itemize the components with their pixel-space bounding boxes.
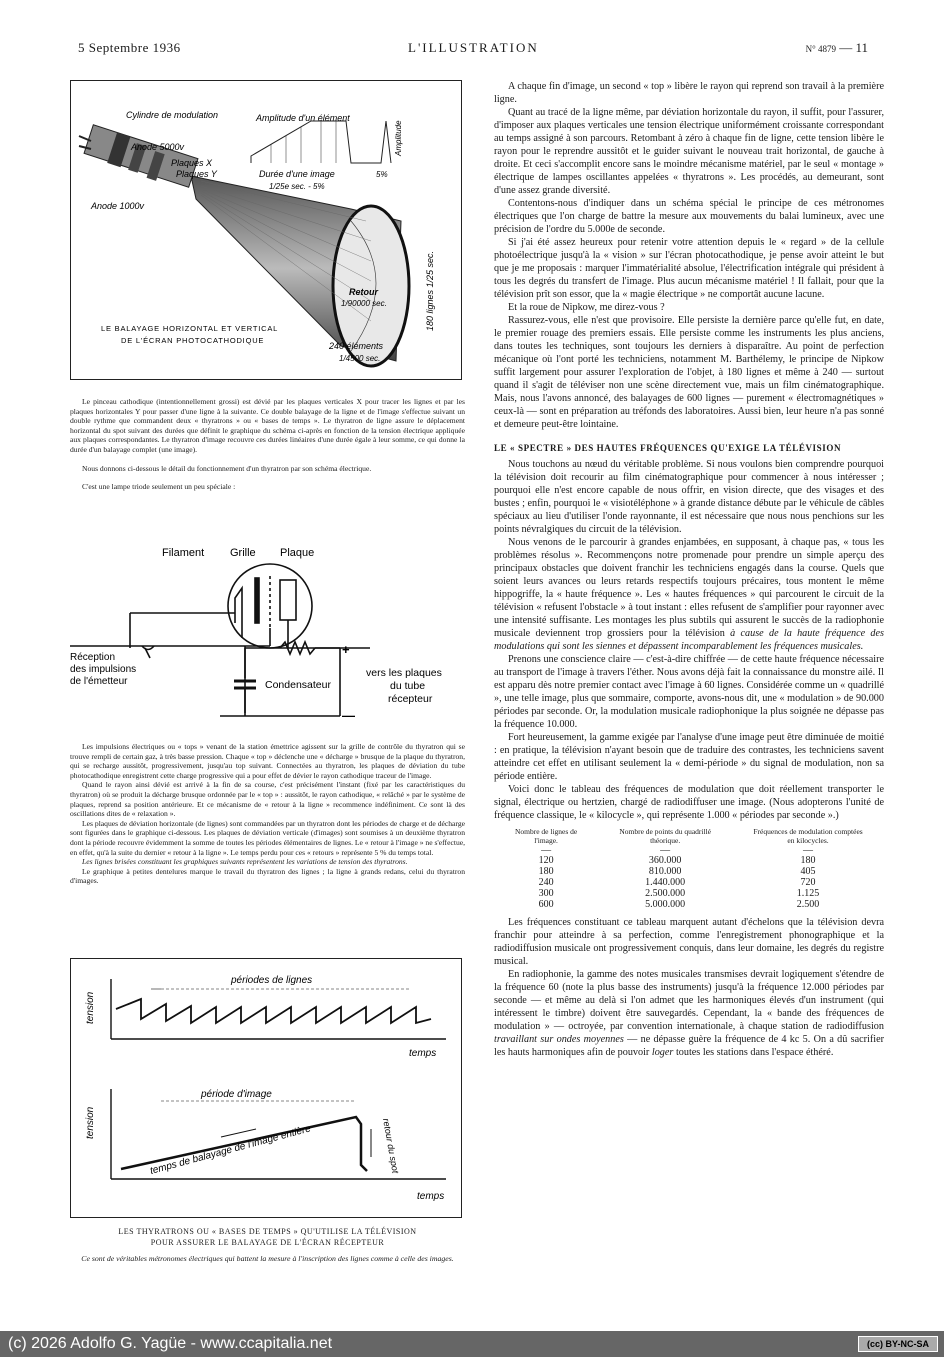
label-vers-2: du tube xyxy=(390,680,426,692)
label-plus: + xyxy=(342,642,350,657)
label-amplitude-element: Amplitude d'un élément xyxy=(256,113,350,123)
thyratron-graphs xyxy=(71,959,460,1216)
para-5: Et la roue de Nipkow, me direz-vous ? xyxy=(508,302,665,313)
cell-lines: 240 xyxy=(538,877,554,888)
label-180-lines: 180 lignes 1/25 sec. xyxy=(425,250,435,331)
graph1-title: périodes de lignes xyxy=(231,975,313,986)
label-amplitude: Amplitude xyxy=(394,120,403,156)
label-filament: Filament xyxy=(162,547,205,559)
right-column xyxy=(494,80,884,1059)
issue-date: 5 Septembre 1936 xyxy=(78,40,181,55)
para-8 xyxy=(494,536,884,653)
fig3-subtitle: Ce sont de véritables métronomes électriques qui battent la mesure à l'inscription des lignes comme à celle des images. xyxy=(81,1254,454,1263)
table-header: Nombre de lignes de l'image. xyxy=(514,827,578,845)
table-row xyxy=(494,877,884,888)
cell-points: 360.000 xyxy=(648,855,682,866)
graph1-ylabel: tension xyxy=(85,991,96,1024)
caption-triode: C'est une lampe triode seulement un peu spéciale : xyxy=(82,482,236,492)
graph2-title: période d'image xyxy=(201,1089,272,1100)
caption-impulses: Les impulsions électriques ou « tops » venant de la station émettrice agissent sur la grille de contrôle du thyratron qui se trouve rempli de certain gaz, à très basse pression. Chaque « top » déclenche une « décharge » brusque de la plaque du thyratron, qui se recharge aussitôt, progressivement, jusqu'au top suivant. Connectées au thyratron, les plaques de déviation du tube photocathodique enregistrent cette charge progressive qui a pour effet de dévier le rayon cathodique traceur de l'image. xyxy=(70,742,465,780)
label-vers-1: vers les plaques xyxy=(366,667,442,679)
table-row xyxy=(494,855,884,866)
fig1-caption-line2: DE L'ÉCRAN PHOTOCATHODIQUE xyxy=(121,336,265,345)
para-13-a: En radiophonie, la gamme des notes musicales transmises devrait logiquement s'étendre de la fréquence 60 (note la plus basse des instruments) jusqu'à la fréquence 12.000 périodes par seconde — et même au delà si l'on admet que les harmoniques élevés d'un instrument (qui intéressent le timbre) doivent être sauvegardés. Cependant, la « bande des fréquences de modulation » — octroyée, par convention internationale, à chaque station de radiodiffusion xyxy=(494,969,884,1032)
journal-title: L'ILLUSTRATION xyxy=(408,40,539,55)
para-2: Quant au tracé de la ligne même, par déviation horizontale du rayon, il suffit, pour l'assurer, d'imposer aux plaques verticales une tension électrique uniformément croissante correspondant au temps assigné à son parcours. Retombant à zéro à chaque fin de ligne, cette tension libère le rayon pour le reprendre aussitôt et le guider suivant le nouveau trait horizontal, de gauche à droite. Et ceci s'accomplit encore sans le moindre mécanisme matériel, par le seul « montage » électrique de lampes oscillantes appelées « thyratrons ». Les procédés, au demeurant, sont d'une assez grande diversité. xyxy=(494,107,884,196)
page-number xyxy=(806,40,868,56)
figure-thyratron-graphs xyxy=(70,958,462,1218)
para-11: Voici donc le tableau des fréquences de modulation que doit réellement transporter le signal, électrique ou hertzien, chargé de radiodiffuser une image. (Nous adopterons l'unité de fréquence classique, le « kilocycle », qui représente 1.000 « périodes par seconde ».) xyxy=(494,784,884,821)
para-8-text: Nous venons de le parcourir à grandes enjambées, en supposant, à chaque pas, « tous les problèmes résolus ». Recommençons notre promenade pour prendre un simple aperçu des principaux obstacles que doivent franchir les techniciens engagés dans la course. Quels que soient leurs avances ou leurs retards respectifs toujours précaires, tous montent le même hippogriffe, la « haute fréquence ». Les « hautes fréquences » qui parcourent le circuit de la télévision « refusent l'obstacle » à tout instant : elles refusent de s'amplifier pour rayonner avec une intensité suffisante. Les montages les plus subtils qui assurent le succès de la radiophonie musicale deviennent trop grossiers pour la télévision xyxy=(494,537,884,639)
label-grille: Grille xyxy=(230,547,256,559)
para-7: Nous touchons au nœud du véritable problème. Si nous voulons bien comprendre pourquoi la télévision doit recourir au film cinématographique pour commencer à nous intéresser ; pourquoi elle n'est encore capable de nous offrir, en vision directe, que des visages et des bustes ; enfin, pourquoi le « visiotéléphone » à grande distance débute par le véhicule de câbles spéciaux au lieu d'utiliser l'onde rayonnante, il est nécessaire que nous nous penchions sur les points névralgiques du circuit de la télévision. xyxy=(494,459,884,535)
footer-credit: (c) 2026 Adolfo G. Yagüe - www.ccapitalia.net xyxy=(8,1335,333,1352)
label-plaque: Plaque xyxy=(280,547,315,559)
cell-freq: 180 xyxy=(800,855,816,866)
table-row xyxy=(494,899,884,910)
label-duration-value: 1/25e sec. - 5% xyxy=(269,182,325,191)
fig3-title-2: POUR ASSURER LE BALAYAGE DE L'ÉCRAN RÉCEPTEUR xyxy=(150,1238,385,1247)
left-captions-top xyxy=(70,397,465,492)
label-vers-3: récepteur xyxy=(388,693,433,705)
label-reception-2: des impulsions xyxy=(70,664,137,675)
cell-points: 1.440.000 xyxy=(645,877,686,888)
cell-points: 5.000.000 xyxy=(645,899,686,910)
graph2-xlabel: temps xyxy=(417,1191,445,1202)
cell-lines: 600 xyxy=(538,899,554,910)
figure-crt-tube xyxy=(70,80,462,380)
label-elements-value: 1/4500 sec. xyxy=(339,354,381,363)
label-cylinder: Cylindre de modulation xyxy=(126,110,219,120)
cell-freq: 405 xyxy=(800,866,816,877)
para-13-c: — ne dépasse guère la fréquence de 4 kc 5. On a dû sacrifier les hauts harmoniques afin de pouvoir xyxy=(494,1034,884,1058)
label-anode-1000: Anode 1000v xyxy=(91,201,145,211)
para-9: Prenons une conscience claire — c'est-à-dire chiffrée — de cette haute fréquence nécessaire au transport de l'image à travers l'éther. Nous avons déjà fait la connaissance du monstre ailé. Il est apparu dès notre premier contact avec l'image à 60 lignes. Considérée comme un « quadrillé », une telle image, plus que sommaire, comporte, avons-nous dit, une « modulation » de 90.000 périodes par seconde. Or, la modulation musicale radiophonique la plus soignée ne dépasse pas la fréquence 10.000. xyxy=(494,654,884,730)
table-header: Fréquences de modulation comptées en kilocycles. xyxy=(753,827,863,845)
page-header xyxy=(78,40,868,56)
para-12: Les fréquences constituant ce tableau marquent autant d'échelons que la télévision devra franchir pour atteindre à sa perfection, comme l'enregistrement phonographique et la radiodiffusion musicale ont progressivement conquis, dans leur domaine, les degrés du registre musical. xyxy=(494,917,884,967)
label-five-percent: 5% xyxy=(376,170,388,179)
para-13 xyxy=(494,968,884,1059)
caption-graphique: Le graphique à petites dentelures marque le travail du thyratron des lignes ; la ligne à grands redans, celui du thyratron d'images. xyxy=(70,866,465,886)
para-4: Si j'ai été assez heureux pour retenir votre attention depuis le « regard » de la cellule photoélectrique jusqu'à la « vision » sur l'écran photocathodique, je pense avoir atteint le but que je me proposais : marquer l'immatérialité absolue, l'électrification intégrale qui président à tous les degrés du transfert de l'image. Plus aucun mécanisme matériel ! Il fallait, pour que la télévision prît son essor, que la « magie électrique » ne comportât aucune lacune. xyxy=(494,237,884,300)
label-reception-3: de l'émetteur xyxy=(70,676,128,687)
cell-lines: 180 xyxy=(538,866,554,877)
table-header: Nombre de points du quadrillé théorique. xyxy=(619,827,711,845)
cell-freq: 2.500 xyxy=(796,899,820,910)
cell-freq: 720 xyxy=(800,877,816,888)
caption-thyratron-intro: Nous donnons ci-dessous le détail du fonctionnement d'un thyratron par son schéma électrique. xyxy=(82,463,372,473)
label-retour: Retour xyxy=(349,287,378,297)
label-240-elements: 240 éléments xyxy=(329,341,384,351)
graph1-xlabel: temps xyxy=(409,1048,437,1059)
table-row xyxy=(494,888,884,899)
label-minus: — xyxy=(342,708,355,723)
para-13-e: toutes les stations dans l'espace éthéré. xyxy=(673,1047,834,1058)
para-1: A chaque fin d'image, un second « top » libère le rayon qui reprend son travail à la première ligne. xyxy=(494,81,884,105)
para-8-italic: à cause de la haute fréquence des modulations qui sont les siennes et dépassent incomparablement les fréquences musicales. xyxy=(494,628,884,652)
page-num: — 11 xyxy=(839,40,868,55)
table-row xyxy=(494,866,884,877)
caption-rayon: Quand le rayon ainsi dévié est arrivé à la fin de sa course, c'est précisément l'instant (fixé par les caractéristiques du thyratron) où se produit la décharge brusque ordonnée par le « top » : aussitôt, le rayon cathodique, « relâché » par le système de plaques, reprend sa position antérieure. Et ce mécanisme de « retour à la ligne » recommence indéfiniment. Ce sont là des oscillations dites de « relaxation ». xyxy=(70,780,465,819)
left-captions-mid xyxy=(70,742,465,886)
label-reception-1: Réception xyxy=(70,652,116,663)
caption-plaques: Les plaques de déviation horizontale (de lignes) sont commandées par un thyratron dont les périodes de charge et de décharge sont figurées dans le graphique ci-dessous. Les plaques de déviation verticale (d'images) sont soumises à un deuxième thyratron dont la période recouvre évidemment la somme de toutes les périodes élémentaires de lignes. Le « retour à l'image » ne s'effectue, en effet, qu'à la suite du dernier « retour à la ligne ». Le temps perdu pour ces « retours » représente 5 % du temps total. xyxy=(70,818,466,857)
graph2-retour-label: retour du spot xyxy=(381,1117,401,1175)
cell-lines: 120 xyxy=(538,855,554,866)
para-3: Contentons-nous d'indiquer dans un schéma spécial le principe de ces métronomes électriques que l'on charge de battre la mesure aux mouvements du balai lumineux, avec une précision de l'ordre du 5.000e de seconde. xyxy=(494,198,884,235)
label-plates-x: Plaques X xyxy=(171,158,213,168)
figure-circuit xyxy=(70,538,465,738)
section-heading: LE « SPECTRE » DES HAUTES FRÉQUENCES QU'EXIGE LA TÉLÉVISION xyxy=(494,443,842,453)
label-plates-y: Plaques Y xyxy=(176,169,217,179)
fig1-caption-line1: LE BALAYAGE HORIZONTAL ET VERTICAL xyxy=(101,324,279,333)
label-condensateur: Condensateur xyxy=(265,679,331,691)
label-anode-5000: Anode 5000v xyxy=(131,142,185,152)
graph2-ylabel: tension xyxy=(85,1106,96,1139)
caption-crt: Le pinceau cathodique (intentionnellement grossi) est dévié par les plaques verticales X pour tracer les lignes et par les plaques horizontales Y pour passer d'une ligne à la suivante. Ce double balayage de la ligne et de l'image s'effectue suivant un double rythme que commandent deux « thyratrons » ou « bases de temps ». Le thyratron de ligne assure le déplacement horizontal du spot suivant des durées que définit le graphique du schéma ci-après en fonction de la tension électrique appliquée aux plaques correspondantes. Le thyratron d'image recouvre ces durées linéaires d'une durée égale à leur somme, ce qui donne la durée d'un balayage complet (une image). xyxy=(70,397,465,454)
para-10: Fort heureusement, la gamme exigée par l'analyse d'une image peut être diminuée de moitié : en pratique, la télévision n'ayant besoin que de traduire des contrastes, les techniciens savent atteindre cet effet en utilisant seulement la « demi-période » du signal de modulation, non sa période entière. xyxy=(494,732,884,782)
para-6: Rassurez-vous, elle n'est que provisoire. Elle persiste la dernière parce qu'elle fut, en date, le premier rouage des premiers essais. Elle persiste comme les instruments les plus anciens, dans toutes les techniques, sont toujours les derniers à disparaître. Au point de perfection mécanique où l'ont porté les techniciens, notamment M. Barthélemy, le principe de Nipkow suffit largement pour assurer l'exploration de l'objet, à 180 lignes et même à 240 — surtout quand il s'agit de téléviser non une scène directement vue, mais un film cinématographique. Mais, nous l'avons annoncé, des balayages de 600 lignes — purement « électromagnétiques » ceux-là — sont en préparation au tréfonds des laboratoires. Aussi bien, leur heure n'a pas sonné et demeure peut-être lointaine. xyxy=(494,315,884,430)
para-13-loger: loger xyxy=(651,1047,674,1058)
license-badge[interactable]: (cc) BY-NC-SA xyxy=(858,1336,938,1352)
footer-credit-bar xyxy=(0,1331,944,1357)
cell-lines: 300 xyxy=(538,888,554,899)
graph2-line-label: temps de balayage de l'image entière xyxy=(148,1123,313,1177)
issue-number: N° 4879 xyxy=(805,44,836,54)
cell-freq: 1.125 xyxy=(796,888,820,899)
para-13-italic: travaillant sur ondes moyennes xyxy=(494,1034,624,1045)
label-duration-image: Durée d'une image xyxy=(259,169,335,179)
fig3-caption xyxy=(70,1226,465,1264)
crt-illustration xyxy=(71,81,460,378)
fig3-title-1: LES THYRATRONS OU « BASES DE TEMPS » QU'UTILISE LA TÉLÉVISION xyxy=(118,1227,417,1236)
caption-lignes-brisees: Les lignes brisées constituant les graphiques suivants représentent les variations de tension des thyratrons. xyxy=(82,857,408,867)
cell-points: 810.000 xyxy=(648,866,682,877)
frequency-table: Nombre de lignes de l'image. Nombre de points du quadrillé théorique. Fréquences de modulation comptées en kilocycles. — — — 120 360.000 180 180 810.000 405 240 1.440.000 720 300 2.500.000 1.125 600 5.000.000 2.500 xyxy=(494,828,884,910)
circuit-diagram xyxy=(70,538,465,738)
cell-points: 2.500.000 xyxy=(645,888,686,899)
label-retour-value: 1/90000 sec. xyxy=(341,299,387,308)
